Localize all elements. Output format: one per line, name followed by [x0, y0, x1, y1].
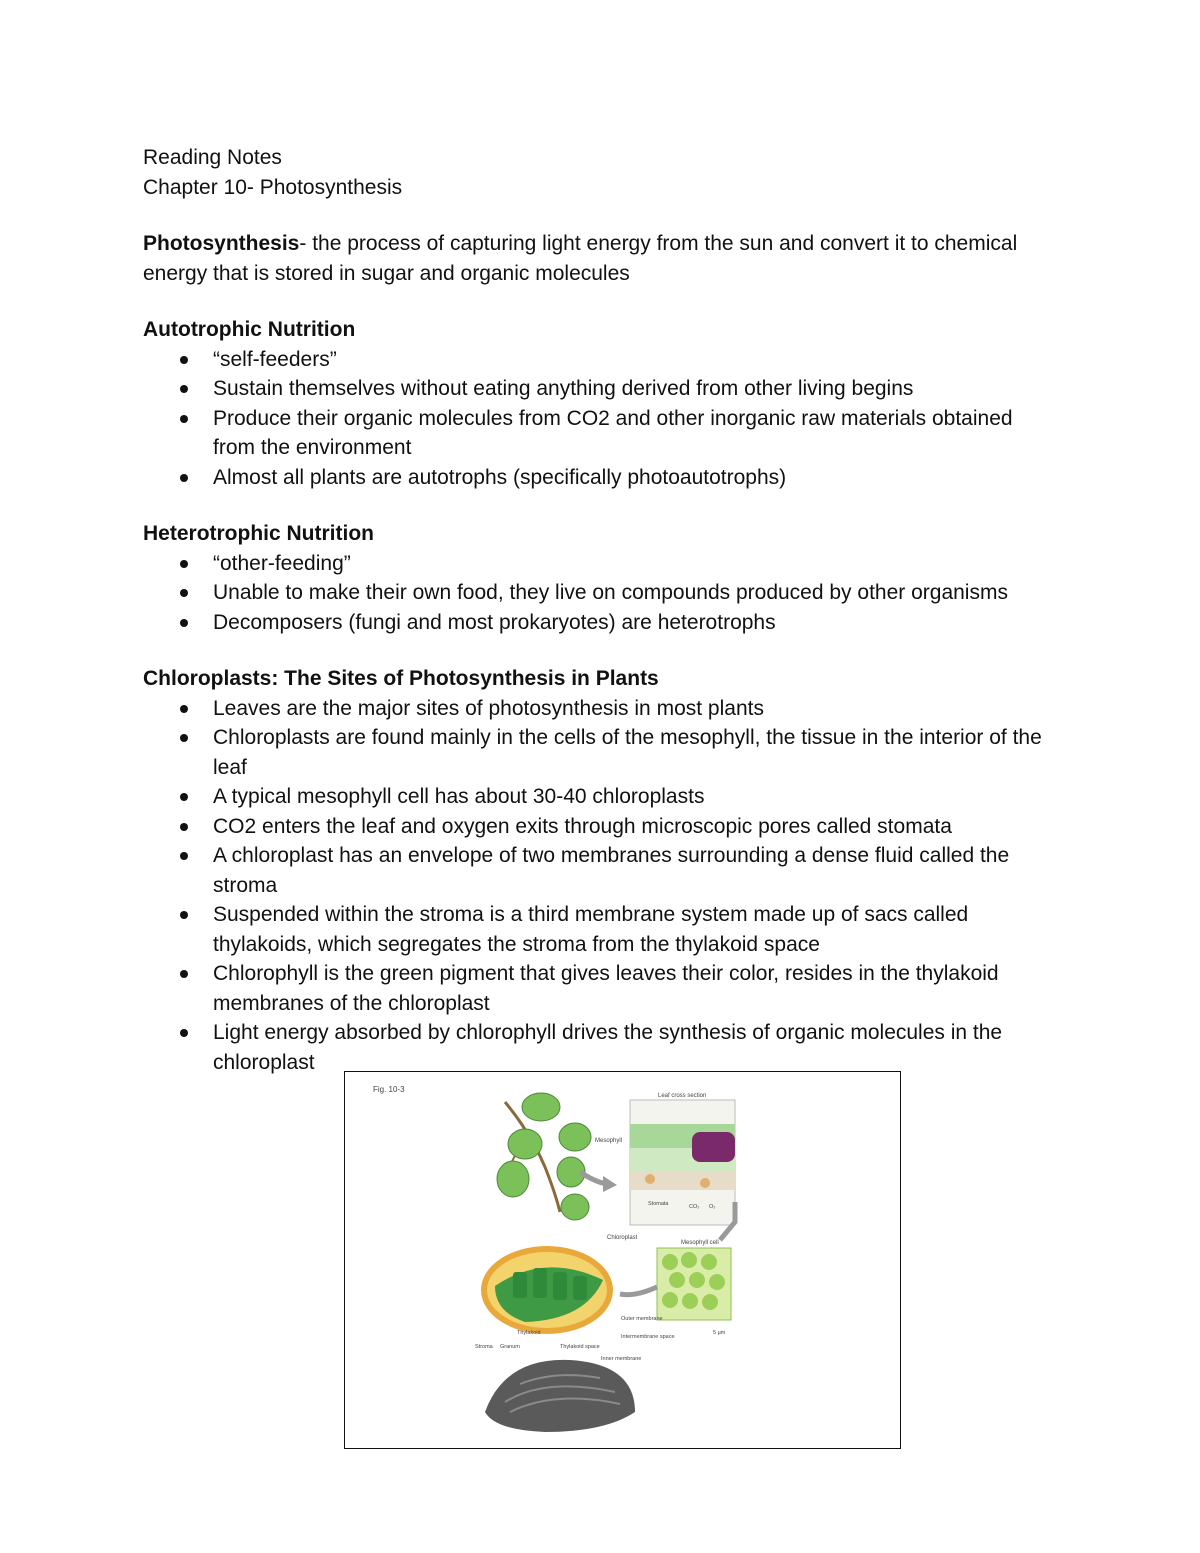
chloroplast-micrograph	[485, 1360, 635, 1432]
list-item: Unable to make their own food, they live on compounds produced by other organisms	[143, 578, 1053, 608]
label-scale: 5 µm	[713, 1330, 726, 1336]
arrow-left-icon	[620, 1287, 657, 1295]
section-heading-chloroplasts: Chloroplasts: The Sites of Photosynthesis in Plants	[143, 667, 659, 690]
figure-caption: Fig. 10-3	[373, 1085, 405, 1094]
chloroplast-figure	[344, 1071, 901, 1449]
list-item: Leaves are the major sites of photosynthesis in most plants	[143, 694, 1053, 724]
leaf-cross-section-diagram	[630, 1100, 735, 1225]
label-mesophyll: Mesophyll	[595, 1138, 623, 1144]
label-intermembrane-space: Intermembrane space	[621, 1334, 675, 1340]
definition-text: - the process of capturing light energy from the sun and convert it to chemical energy that is stored in sugar and organic molecules	[143, 232, 1018, 285]
label-outer-membrane: Outer membrane	[621, 1316, 663, 1322]
list-item: Chlorophyll is the green pigment that gives leaves their color, resides in the thylakoid membranes of the chloroplast	[143, 959, 1053, 1018]
section-heading-heterotrophic: Heterotrophic Nutrition	[143, 522, 374, 545]
mesophyll-cell-diagram	[657, 1248, 731, 1320]
list-item: Sustain themselves without eating anything derived from other living begins	[143, 374, 1053, 404]
label-inner-membrane: Inner membrane	[601, 1356, 642, 1362]
label-leaf-cross-section: Leaf cross section	[658, 1093, 707, 1099]
label-co2: CO₂	[689, 1204, 700, 1210]
list-item: “self-feeders”	[143, 345, 1053, 375]
bullet-list-heterotrophic	[143, 549, 1053, 638]
definition-paragraph	[143, 229, 1053, 288]
notes-body	[143, 143, 1053, 1077]
chloroplast-diagram	[481, 1246, 613, 1334]
list-item: Almost all plants are autotrophs (specifically photoautotrophs)	[143, 463, 1053, 493]
arrow-head-icon	[603, 1176, 617, 1192]
document-title: Reading Notes	[143, 146, 282, 169]
label-chloroplast: Chloroplast	[607, 1235, 638, 1241]
label-granum: Granum	[500, 1344, 520, 1350]
chapter-title: Chapter 10- Photosynthesis	[143, 175, 403, 199]
list-item: A typical mesophyll cell has about 30-40 chloroplasts	[143, 782, 1053, 812]
bullet-list-chloroplasts	[143, 694, 1053, 1078]
label-o2: O₂	[709, 1204, 716, 1210]
label-mesophyll-cell: Mesophyll cell	[681, 1240, 719, 1246]
label-thylakoid-space: Thylakoid space	[560, 1344, 600, 1350]
list-item: Light energy absorbed by chlorophyll drives the synthesis of organic molecules in the chloroplast	[143, 1018, 1053, 1077]
label-stroma: Stroma	[475, 1344, 493, 1350]
list-item: Suspended within the stroma is a third membrane system made up of sacs called thylakoids, which segregates the stroma from the thylakoid space	[143, 900, 1053, 959]
label-thylakoid: Thylakoid	[517, 1330, 541, 1336]
section-heading-autotrophic: Autotrophic Nutrition	[143, 318, 356, 341]
list-item: “other-feeding”	[143, 549, 1053, 579]
list-item: Produce their organic molecules from CO2 and other inorganic raw materials obtained from the environment	[143, 404, 1053, 463]
list-item: CO2 enters the leaf and oxygen exits through microscopic pores called stomata	[143, 812, 1053, 842]
list-item: Chloroplasts are found mainly in the cells of the mesophyll, the tissue in the interior of the leaf	[143, 723, 1053, 782]
list-item: A chloroplast has an envelope of two membranes surrounding a dense fluid called the stroma	[143, 841, 1053, 900]
bullet-list-autotrophic	[143, 345, 1053, 493]
list-item: Decomposers (fungi and most prokaryotes) are heterotrophs	[143, 608, 1053, 638]
definition-term: Photosynthesis	[143, 232, 300, 255]
label-stomata: Stomata	[648, 1201, 669, 1207]
figure-illustration	[345, 1072, 901, 1449]
leaf-plant-icon	[497, 1093, 591, 1220]
